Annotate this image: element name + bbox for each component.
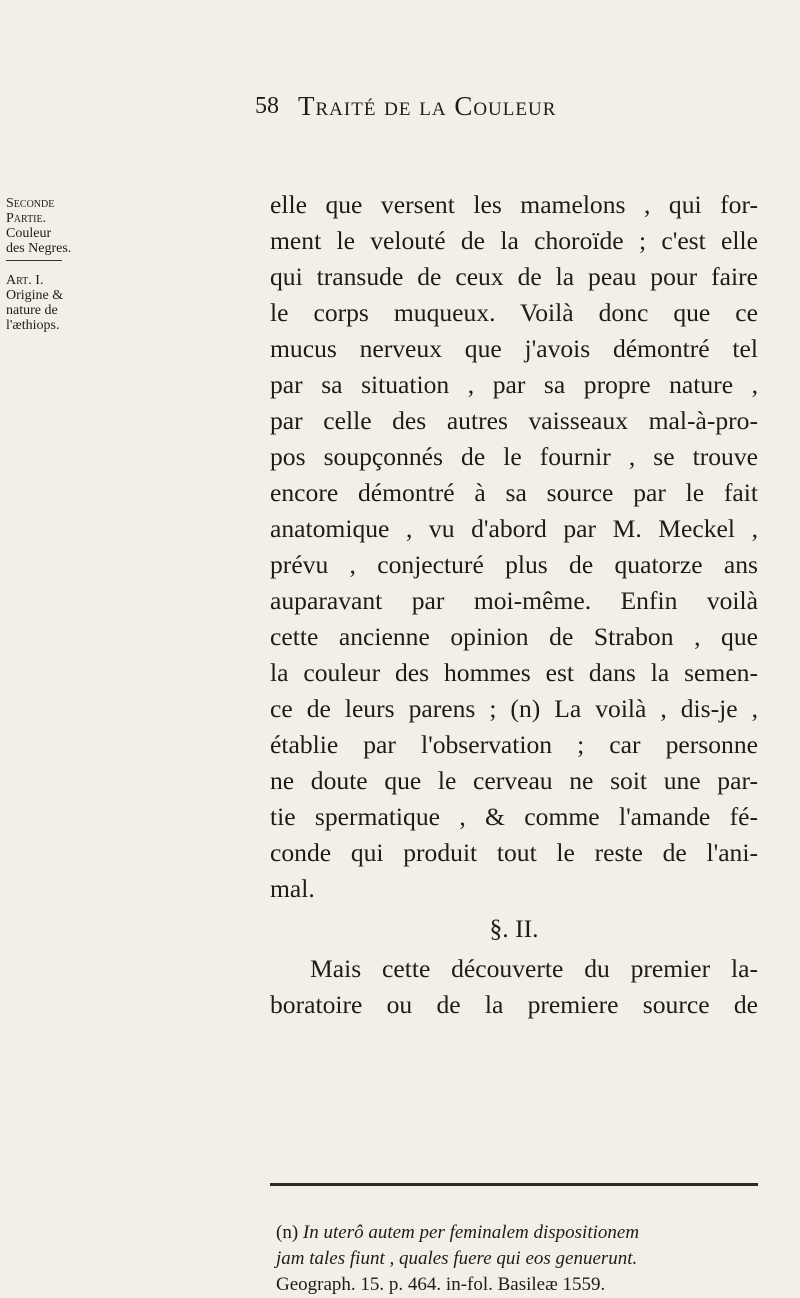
main-text: [270, 187, 758, 1023]
text-line: par sa situation , par sa propre nature ,: [270, 370, 758, 399]
text-line: anatomique , vu d'abord par M. Meckel ,: [270, 514, 758, 543]
running-title: Traité de la Couleur: [298, 91, 557, 121]
text-line: qui transude de ceux de la peau pour faire: [270, 262, 758, 291]
text-line: par celle des autres vaisseaux mal-à-pro-: [270, 406, 758, 435]
running-header: [255, 93, 755, 133]
margin-article-line-1: Art. I.: [6, 273, 44, 288]
text-line: auparavant par moi-même. Enfin voilà: [270, 586, 758, 615]
footnote-line-1: [276, 1220, 756, 1246]
margin-article-line-4: l'æthiops.: [6, 318, 60, 333]
text-line: ne doute que le cerveau ne soit une par-: [270, 766, 758, 795]
margin-notes: [6, 196, 92, 333]
page-number: 58: [255, 93, 279, 119]
section-heading: §. II.: [489, 914, 539, 943]
footnote-citation: Geograph. 15. p. 464. in-fol. Basileæ 1559.: [276, 1274, 606, 1295]
text-line: le corps muqueux. Voilà donc que ce: [270, 298, 758, 327]
footnote-text: In uterô autem per feminalem dispositionem: [302, 1222, 640, 1243]
text-line: tie spermatique , & comme l'amande fé-: [270, 802, 758, 831]
text-line: elle que versent les mamelons , qui for-: [270, 190, 758, 219]
margin-part-line-1: Seconde: [6, 196, 55, 211]
text-line: encore démontré à sa source par le fait: [270, 478, 758, 507]
text-line: conde qui produit tout le reste de l'ani-: [270, 838, 758, 867]
margin-rule: [6, 260, 62, 265]
text-line: ce de leurs parens ; (n) La voilà , dis-je ,: [270, 694, 758, 723]
footnote: [276, 1220, 756, 1298]
footnote-divider: [270, 1183, 758, 1186]
footnote-line-2: jam tales fiunt , quales fuere qui eos genuerunt.: [276, 1248, 638, 1269]
text-line: Mais cette découverte du premier la-: [310, 954, 758, 983]
text-line: pos soupçonnés de le fournir , se trouve: [270, 442, 758, 471]
text-line: mal.: [270, 874, 315, 903]
text-line: la couleur des hommes est dans la semen-: [270, 658, 758, 687]
margin-part-line-2: Partie.: [6, 211, 47, 226]
text-line: ment le velouté de la choroïde ; c'est elle: [270, 226, 758, 255]
margin-article-line-2: Origine &: [6, 288, 64, 303]
text-line: cette ancienne opinion de Strabon , que: [270, 622, 758, 651]
footnote-marker: (n): [276, 1222, 299, 1243]
text-line: prévu , conjecturé plus de quatorze ans: [270, 550, 758, 579]
margin-subject-line-1: Couleur: [6, 226, 52, 241]
text-line: boratoire ou de la premiere source de: [270, 990, 758, 1019]
margin-subject-line-2: des Negres.: [6, 241, 72, 256]
margin-article-line-3: nature de: [6, 303, 58, 318]
text-line: mucus nerveux que j'avois démontré tel: [270, 334, 758, 363]
text-line: établie par l'observation ; car personne: [270, 730, 758, 759]
